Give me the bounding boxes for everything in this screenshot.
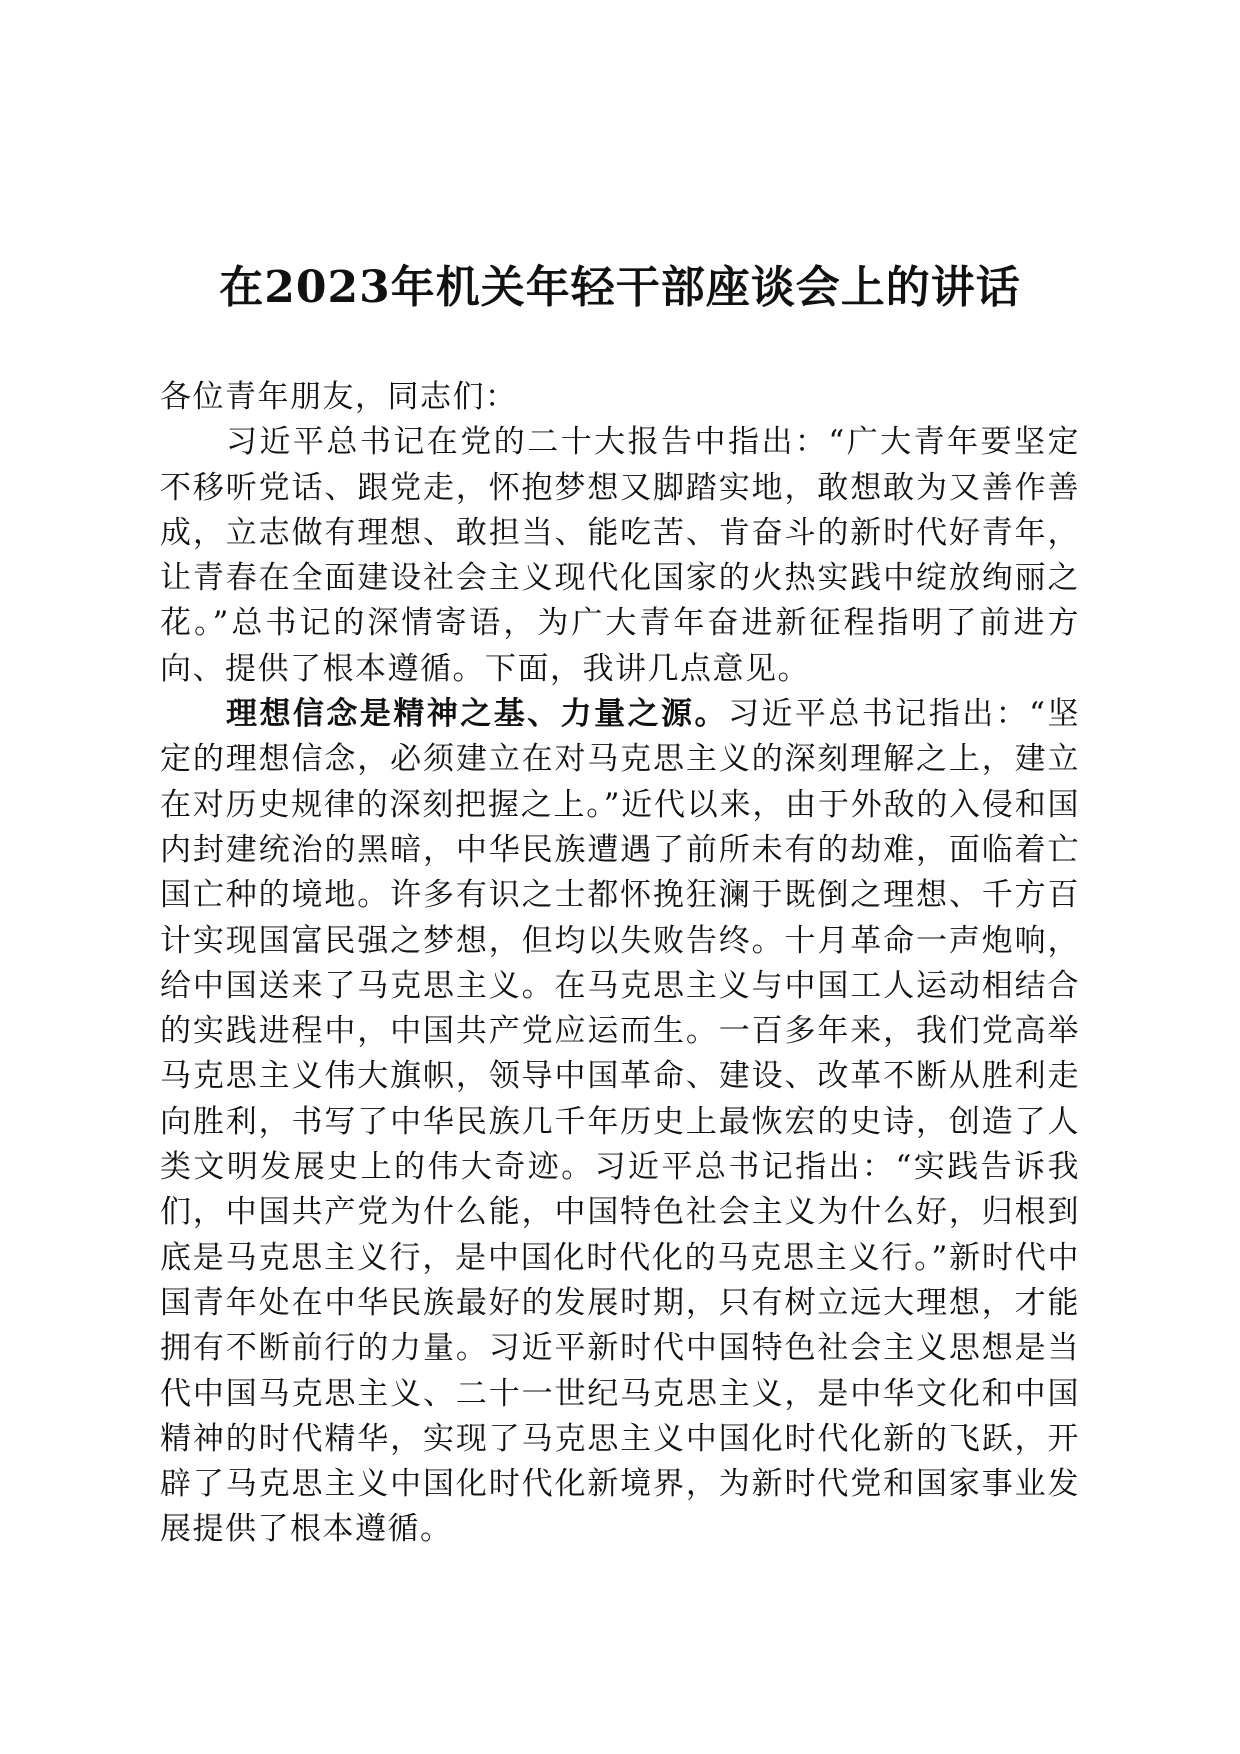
salutation: 各位青年朋友，同志们： — [160, 379, 518, 415]
paragraph-2 — [160, 692, 1080, 1553]
paragraph-2-heading: 理想信念是精神之基、力量之源。 — [226, 696, 728, 733]
document-body — [160, 375, 1080, 1553]
paragraph-2-body: 习近平总书记指出：“坚定的理想信念，必须建立在对马克思主义的深刻理解之上，建立在对历史规律的深刻把握之上。”近代以来，由于外敌的入侵和国内封建统治的黑暗，中华民族遭遇了前所未有的劫难，面临着亡国亡种的境地。许多有识之士都怀挽狂澜于既倒之理想、千方百计实现国富民强之梦想，但均以失败告终。十月革命一声炮响，给中国送来了马克思主义。在马克思主义与中国工人运动相结合的实践进程中，中国共产党应运而生。一百多年来，我们党高举马克思主义伟大旗帜，领导中国革命、建设、改革不断从胜利走向胜利，书写了中华民族几千年历史上最恢宏的史诗，创造了人类文明发展史上的伟大奇迹。习近平总书记指出：“实践告诉我们，中国共产党为什么能，中国特色社会主义为什么好，归根到底是马克思主义行，是中国化时代化的马克思主义行。”新时代中国青年处在中华民族最好的发展时期，只有树立远大理想，才能拥有不断前行的力量。习近平新时代中国特色社会主义思想是当代中国马克思主义、二十一世纪马克思主义，是中华文化和中国精神的时代精华，实现了马克思主义中国化时代化新的飞跃，开辟了马克思主义中国化时代化新境界，为新时代党和国家事业发展提供了根本遵循。 — [160, 696, 1080, 1548]
paragraph-1: 习近平总书记在党的二十大报告中指出：“广大青年要坚定不移听党话、跟党走，怀抱梦想又脚踏实地，敢想敢为又善作善成，立志做有理想、敢担当、能吃苦、肯奋斗的新时代好青年，让青春在全面建设社会主义现代化国家的火热实践中绽放绚丽之花。”总书记的深情寄语，为广大青年奋进新征程指明了前进方向、提供了根本遵循。下面，我讲几点意见。 — [160, 424, 1080, 687]
document-title: 在2023年机关年轻干部座谈会上的讲话 — [219, 262, 1021, 313]
